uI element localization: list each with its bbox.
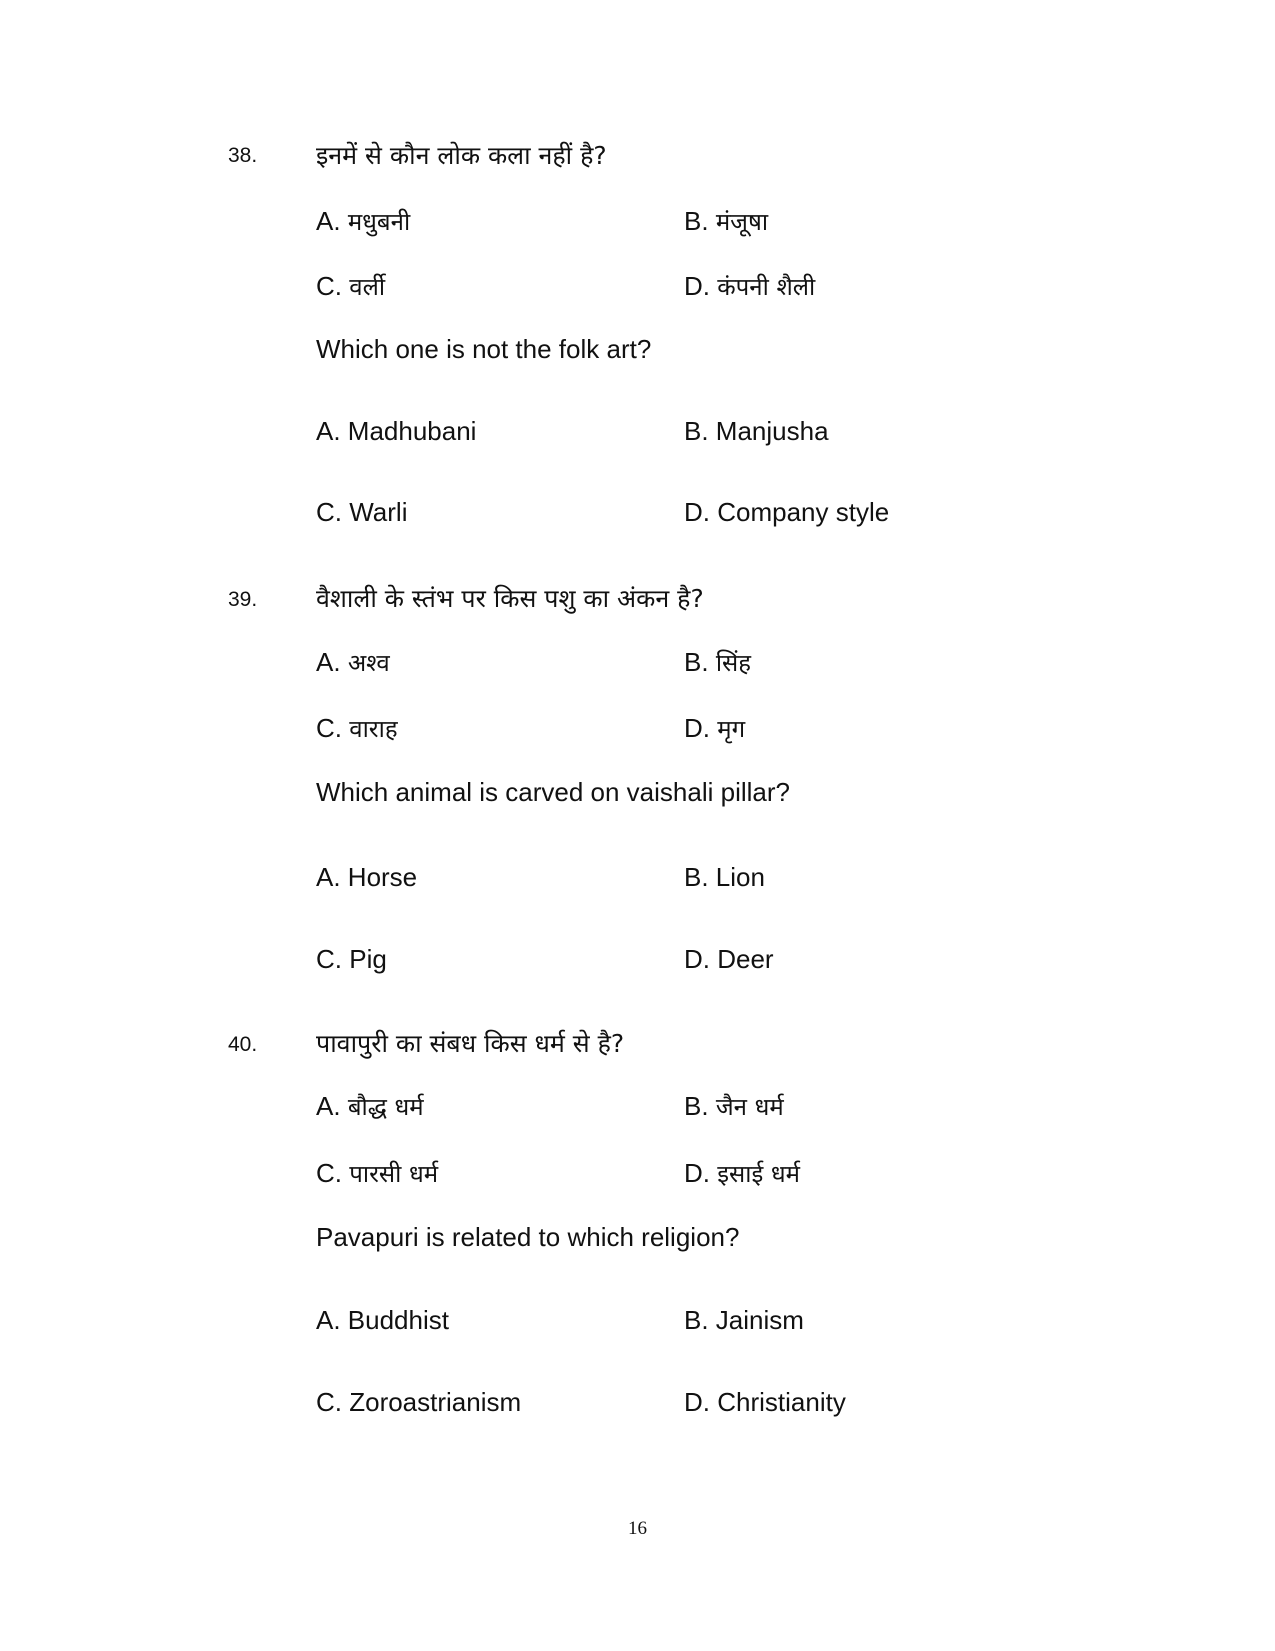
question-number: 39. <box>228 588 258 611</box>
hindi-option-b <box>684 646 751 679</box>
option-text: कंपनी शैली <box>717 273 816 301</box>
english-option-a: A. Madhubani <box>316 416 477 446</box>
option-letter: B. <box>684 647 709 677</box>
option-text: मृग <box>717 715 746 743</box>
hindi-option-c <box>316 1157 438 1190</box>
option-text: मधुबनी <box>347 208 411 236</box>
hindi-option-a <box>316 205 410 238</box>
hindi-option-b <box>684 1090 784 1123</box>
question-number: 40. <box>228 1033 258 1056</box>
english-option-a: A. Buddhist <box>316 1305 449 1335</box>
hindi-option-b <box>684 205 768 238</box>
option-text: मंजूषा <box>715 208 769 236</box>
option-letter: D. <box>684 1158 710 1188</box>
hindi-question-text: वैशाली के स्तंभ पर किस पशु का अंकन है? <box>316 584 704 613</box>
option-letter: A. <box>316 206 341 236</box>
english-option-c: C. Zoroastrianism <box>316 1387 522 1417</box>
hindi-option-c <box>316 712 398 745</box>
hindi-option-a <box>316 646 390 679</box>
english-option-c: C. Warli <box>316 497 408 527</box>
option-letter: B. <box>684 206 709 236</box>
hindi-option-d <box>684 712 745 745</box>
option-text: सिंह <box>715 649 751 677</box>
question-number: 38. <box>228 144 258 167</box>
option-letter: B. <box>684 1091 709 1121</box>
hindi-option-d <box>684 1157 800 1190</box>
option-text: अश्व <box>347 649 390 677</box>
english-option-b: B. Manjusha <box>684 416 829 446</box>
english-question-text: Which animal is carved on vaishali pillar? <box>316 777 790 807</box>
english-option-c: C. Pig <box>316 944 387 974</box>
hindi-option-d <box>684 270 815 303</box>
option-letter: A. <box>316 1091 341 1121</box>
option-text: बौद्ध धर्म <box>347 1093 424 1121</box>
english-option-d: D. Deer <box>684 944 774 974</box>
option-text: वाराह <box>349 715 398 743</box>
option-text: इसाई धर्म <box>717 1160 800 1188</box>
hindi-option-a <box>316 1090 424 1123</box>
english-option-a: A. Horse <box>316 862 418 892</box>
hindi-question-text: पावापुरी का संबध किस धर्म से है? <box>316 1029 625 1058</box>
english-option-d: D. Company style <box>684 497 890 527</box>
option-letter: C. <box>316 713 342 743</box>
english-option-b: B. Jainism <box>684 1305 804 1335</box>
hindi-option-c <box>316 270 385 303</box>
option-letter: C. <box>316 1158 342 1188</box>
option-text: जैन धर्म <box>715 1093 784 1121</box>
option-letter: C. <box>316 271 342 301</box>
option-text: पारसी धर्म <box>349 1160 439 1188</box>
english-option-b: B. Lion <box>684 862 765 892</box>
english-question-text: Which one is not the folk art? <box>316 334 652 364</box>
english-question-text: Pavapuri is related to which religion? <box>316 1222 740 1252</box>
option-letter: D. <box>684 271 710 301</box>
hindi-question-text: इनमें से कौन लोक कला नहीं है? <box>316 141 607 170</box>
option-text: वर्ली <box>349 273 386 301</box>
option-letter: D. <box>684 713 710 743</box>
page-number: 16 <box>628 1518 647 1539</box>
option-letter: A. <box>316 647 341 677</box>
english-option-d: D. Christianity <box>684 1387 846 1417</box>
